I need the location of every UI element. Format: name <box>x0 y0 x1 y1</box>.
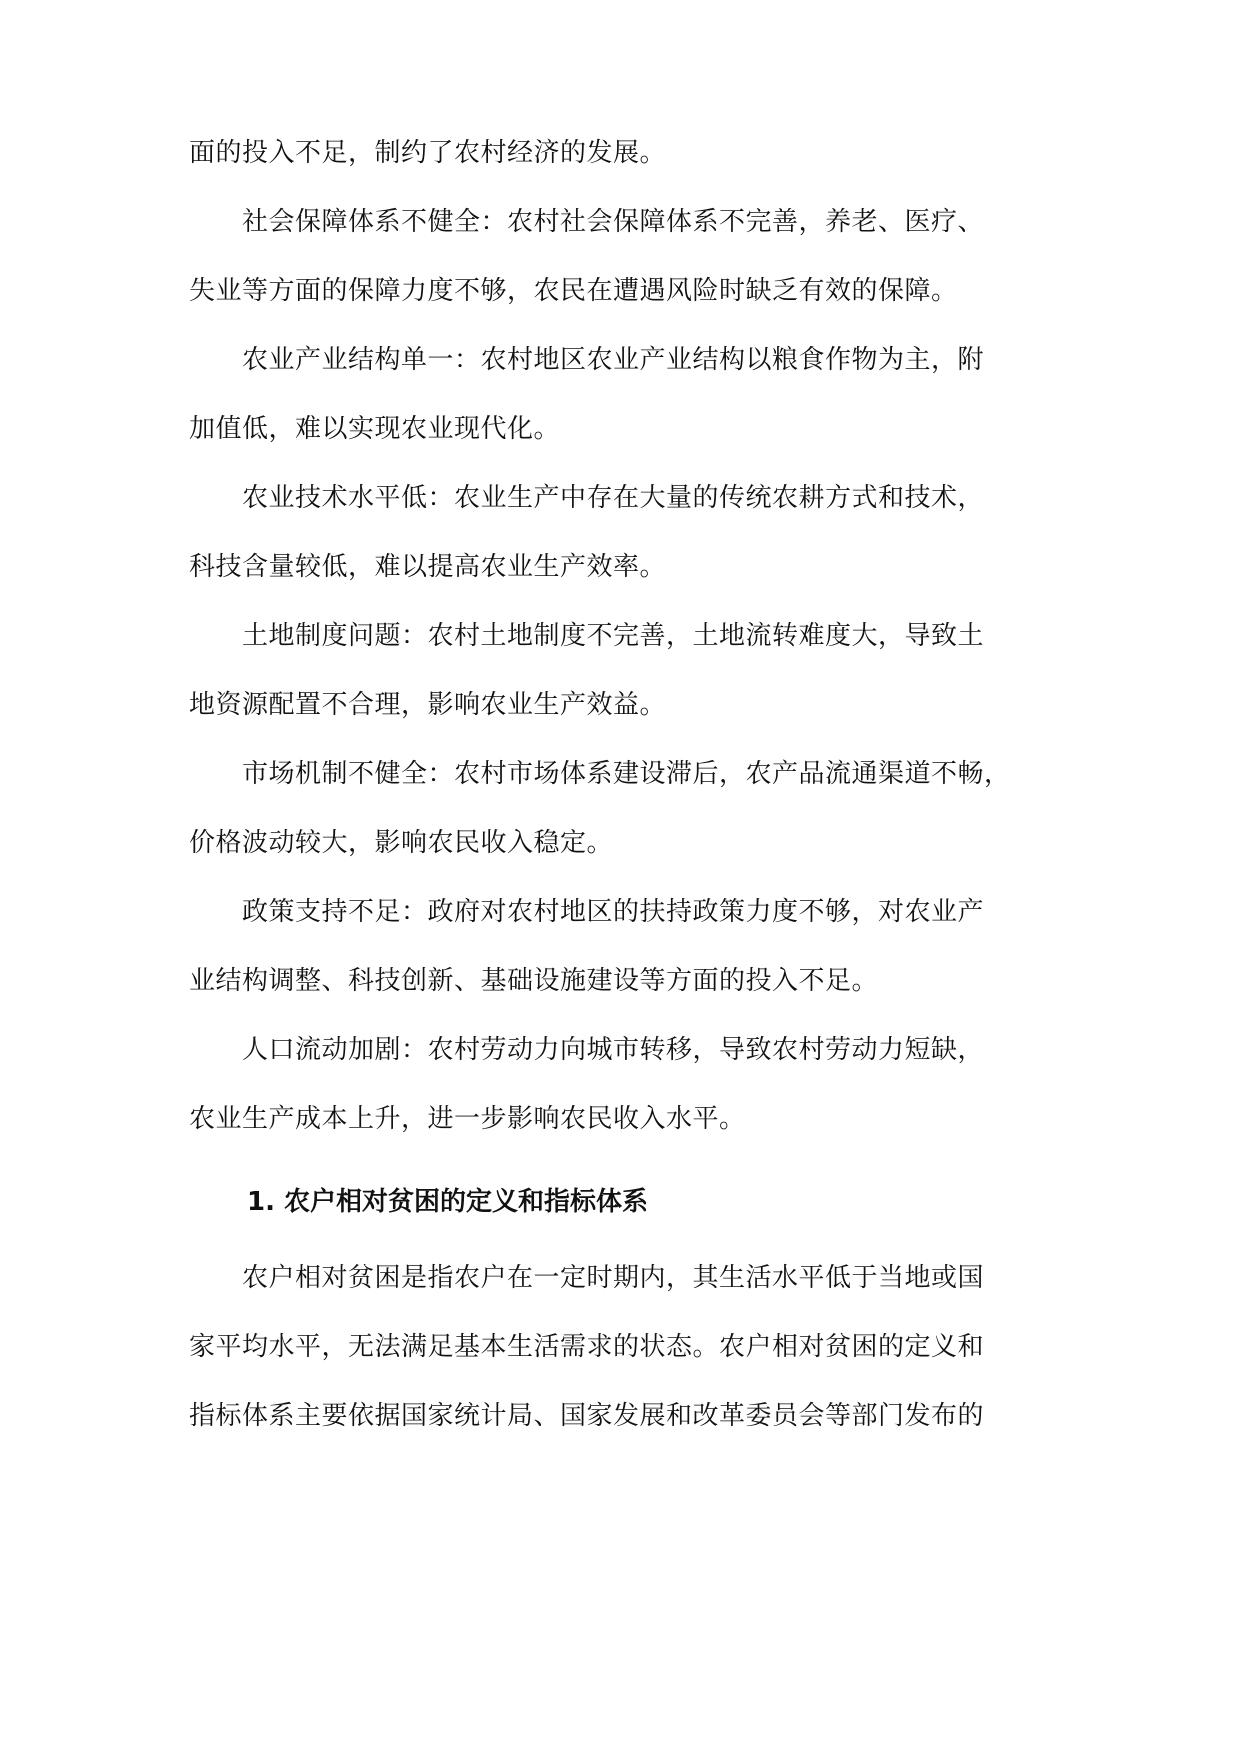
text-line: 失业等方面的保障力度不够，农民在遭遇风险时缺乏有效的保障。 <box>189 276 958 306</box>
text-line: 指标体系主要依据国家统计局、国家发展和改革委员会等部门发布的 <box>189 1401 985 1431</box>
text-line: 土地制度问题：农村土地制度不完善，土地流转难度大，导致土 <box>189 621 985 651</box>
text-line: 农业技术水平低：农业生产中存在大量的传统农耕方式和技术， <box>189 483 985 513</box>
text-line: 面的投入不足，制约了农村经济的发展。 <box>189 138 667 168</box>
text-line: 价格波动较大，影响农民收入稳定。 <box>189 828 614 858</box>
text-line: 农户相对贫困是指农户在一定时期内，其生活水平低于当地或国 <box>189 1263 985 1293</box>
text-line: 加值低，难以实现农业现代化。 <box>189 414 561 444</box>
text-line: 家平均水平，无法满足基本生活需求的状态。农户相对贫困的定义和 <box>189 1332 985 1362</box>
text-line: 科技含量较低，难以提高农业生产效率。 <box>189 552 667 582</box>
section-heading: 1. 农户相对贫困的定义和指标体系 <box>247 1187 649 1217</box>
text-line: 农业生产成本上升，进一步影响农民收入水平。 <box>189 1104 746 1134</box>
text-line: 业结构调整、科技创新、基础设施建设等方面的投入不足。 <box>189 966 879 996</box>
text-line: 市场机制不健全：农村市场体系建设滞后，农产品流通渠道不畅， <box>189 759 1011 789</box>
text-line: 地资源配置不合理，影响农业生产效益。 <box>189 690 667 720</box>
text-line: 社会保障体系不健全：农村社会保障体系不完善，养老、医疗、 <box>189 207 985 237</box>
text-line: 政策支持不足：政府对农村地区的扶持政策力度不够，对农业产 <box>189 897 985 927</box>
text-line: 人口流动加剧：农村劳动力向城市转移，导致农村劳动力短缺， <box>189 1035 985 1065</box>
text-line: 农业产业结构单一：农村地区农业产业结构以粮食作物为主，附 <box>189 345 985 375</box>
